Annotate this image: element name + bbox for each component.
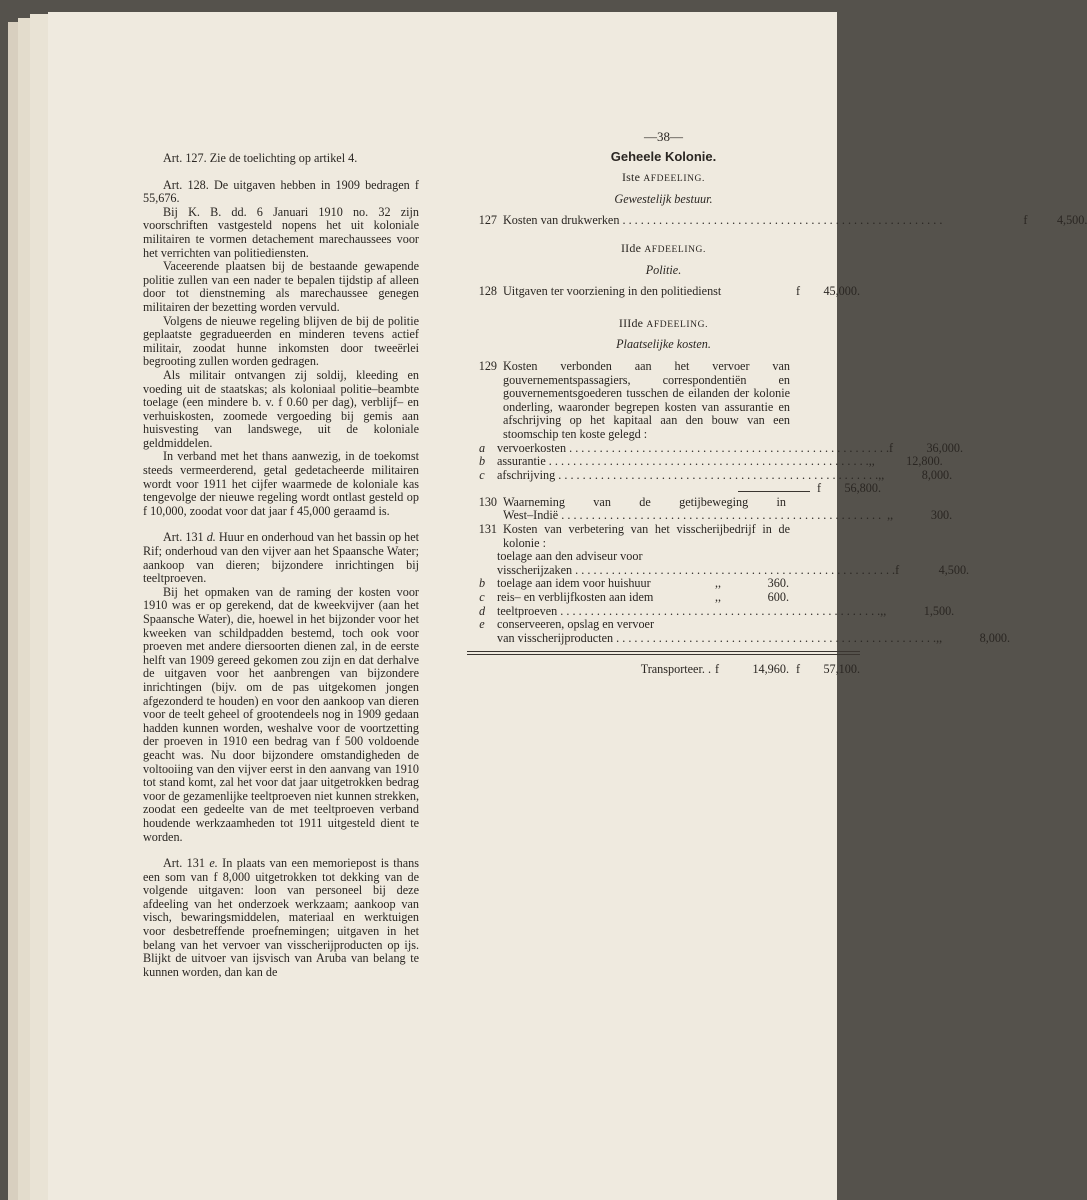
division-heading-1: Iste AFDEELING.	[621, 170, 705, 185]
page-number: —38—	[644, 129, 683, 144]
paragraph-art-127: Art. 127. Zie de toelichting op artikel 4.	[163, 151, 358, 165]
division-heading-2: IIde AFDEELING.	[620, 240, 706, 255]
budget-row-130: 130 Waarneming van de getijbeweging in	[478, 494, 786, 509]
budget-subitem: b assurantie . . . ,, 12,800.	[467, 455, 860, 469]
budget-subitem: c reis– en verblijfkosten aan idem ,, 600.	[479, 590, 789, 605]
article-letter: e.	[209, 856, 218, 871]
budget-subitem: b toelage aan idem voor huishuur ,, 360.	[478, 576, 789, 591]
division-subtitle-3: Plaatselijke kosten.	[616, 337, 711, 352]
budget-subitem: a vervoerkosten . . . f 36,000.	[467, 442, 860, 456]
explanation-column	[143, 152, 419, 979]
budget-subitem: visscherijzaken . . . f 4,500.	[467, 564, 860, 578]
budget-row-129: 129 Kosten verbonden aan het vervoer van gouvernementspassagiers, correspondentiën en gouvernementsgoederen tusschen de eilanden der kolonie onderling, waaronder begrepen kosten van assurantie en afschrijving op het kapitaal aan den bouw van een stoomschip ten koste gelegd :	[478, 358, 790, 441]
paragraph: Vaceerende plaatsen bij de bestaande gewapende politie zullen van een nader te bepalen tijdstip af alleen door tot dienstneming als marechaussee genegen militairen der bezetting worden vervuld.	[143, 259, 419, 314]
article-ref: Art. 131	[163, 856, 210, 871]
division-subtitle-2: Politie.	[645, 262, 682, 277]
paragraph: Volgens de nieuwe regeling blijven de bij de politie geplaatste gegradueerden en minderen tevens actief militair, zoodat hunne inkomsten door tweeërlei begrooting zullen worden gedragen.	[143, 313, 419, 369]
division-subtitle-1: Gewestelijk bestuur.	[614, 191, 713, 206]
paragraph-art-131d	[143, 531, 419, 585]
paragraph-text: Huur en onderhoud van het bassin op het Rif; onderhoud van den vijver aan het Spaansche Water; aankoop van dieren; bijzondere inrichtingen bij teeltproeven.	[143, 530, 419, 586]
budget-subitem: c afschrijving . . . ,, 8,000.	[467, 469, 860, 483]
budget-subitem: e conserveeren, opslag en vervoer	[479, 617, 655, 632]
paragraph-art-131e	[143, 857, 419, 979]
budget-row-131: 131 Kosten van verbetering van het visscherijbedrijf in de kolonie :	[478, 522, 790, 550]
budget-column	[467, 129, 1087, 677]
paragraph-text: In plaats van een memoriepost is thans een som van f 8,000 uitgetrokken tot dekking van de volgende uitgaven: loon van personeel bij deze afdeeling van het onderzoek werkzaam; aankoop van visch, bewaringsmiddelen, materiaal en werktuigen voor desbetreffende proefnemingen; uitgaven in het belang van het vervoer van visscherijproducten op ijs. Blijkt de uitvoer van ijsvisch van Aruba van belang te kunnen worden, dan kan de	[143, 856, 419, 979]
sum-rule	[738, 491, 810, 492]
article-letter: d.	[206, 530, 216, 545]
budget-row-130-cont: West–Indië . . . ,, 300.	[467, 509, 860, 523]
double-rule	[467, 651, 860, 655]
paragraph: In verband met het thans aanwezig, in de toekomst steeds vermeerderend, getal gedetacheerde militairen wordt voor 1911 het cijfer waarmede de koloniale kas tengevolge der nieuwe regeling wordt ontlast gesteld op f 10,000, zoodat voor dat jaar f 45,000 geraamd is.	[143, 449, 419, 518]
article-ref: Art. 131	[163, 530, 207, 545]
budget-subitem: d teeltproeven . . . ,, 1,500.	[467, 605, 860, 619]
paragraph: Bij het opmaken van de raming der kosten voor 1910 was er op gerekend, dat de kweekvijver (aan het Spaansche Water), die, hoewel in het bijzonder voor het kweeken van schildpadden bestemd, toch ook voor proeven met andere diersoorten dienen zal, in de eerste helft van 1909 gereed gekomen zou zijn en dat derhalve de uitgaven voor het aanbrengen van bijzondere inrichtingen (bijv. om de pas uitgekomen jongen afgezonderd te houden) en voor den aankoop van dieren voor de teelt geheel of grootendeels nog in 1909 gedaan hadden kunnen worden, weshalve voor de voortzetting der proeven in 1910 een bedrag van f 500 voldoende geacht was. Nu door bijzondere omstandigheden de voltooiing van den vijver eerst in den aanvang van 1910 tot stand komt, zal het voor dat jaar uitgetrokken bedrag voor de gezamenlijke teeltproeven niet kunnen strekken, zoodat een gedeelte van de met teeltproeven verband houdende werkzaamheden tot 1911 uitgesteld dient te worden.	[143, 584, 419, 844]
budget-row-127: 127 Kosten van drukwerken . . . f 4,500.	[467, 214, 860, 228]
budget-row-128: 128 Uitgaven ter voorziening in den politiedienst f 45,000.	[478, 284, 860, 299]
document-page	[48, 12, 1087, 1200]
budget-subitem: toelage aan den adviseur voor	[497, 549, 643, 564]
budget-subtotal-129: f 56,800.	[467, 482, 860, 496]
paragraph: Als militair ontvangen zij soldij, kleeding en voeding uit de staatskas; als koloniaal politie–beambte toelage (een mindere b. v. f 0.60 per dag), verblijf– en verhuiskosten, zoomede vergoeding bij gemis aan huisvesting van landswege, uit de koloniale geldmiddelen.	[143, 367, 419, 450]
transport-row: Transporteer. . f 14,960. f 57,100.	[640, 662, 860, 677]
paragraph: Bij K. B. dd. 6 Januari 1910 no. 32 zijn voorschriften vastgesteld nopens het uit koloniale militairen te vormen detachement marechaussees voor het verrichten van politiediensten.	[143, 204, 419, 260]
section-title: Geheele Kolonie.	[610, 148, 717, 164]
division-heading-3: IIIde AFDEELING.	[618, 315, 709, 330]
paragraph-art-128: Art. 128. De uitgaven hebben in 1909 bedragen f 55,676.	[143, 177, 419, 206]
budget-subitem: van visscherijproducten . . . ,, 8,000.	[467, 632, 860, 646]
